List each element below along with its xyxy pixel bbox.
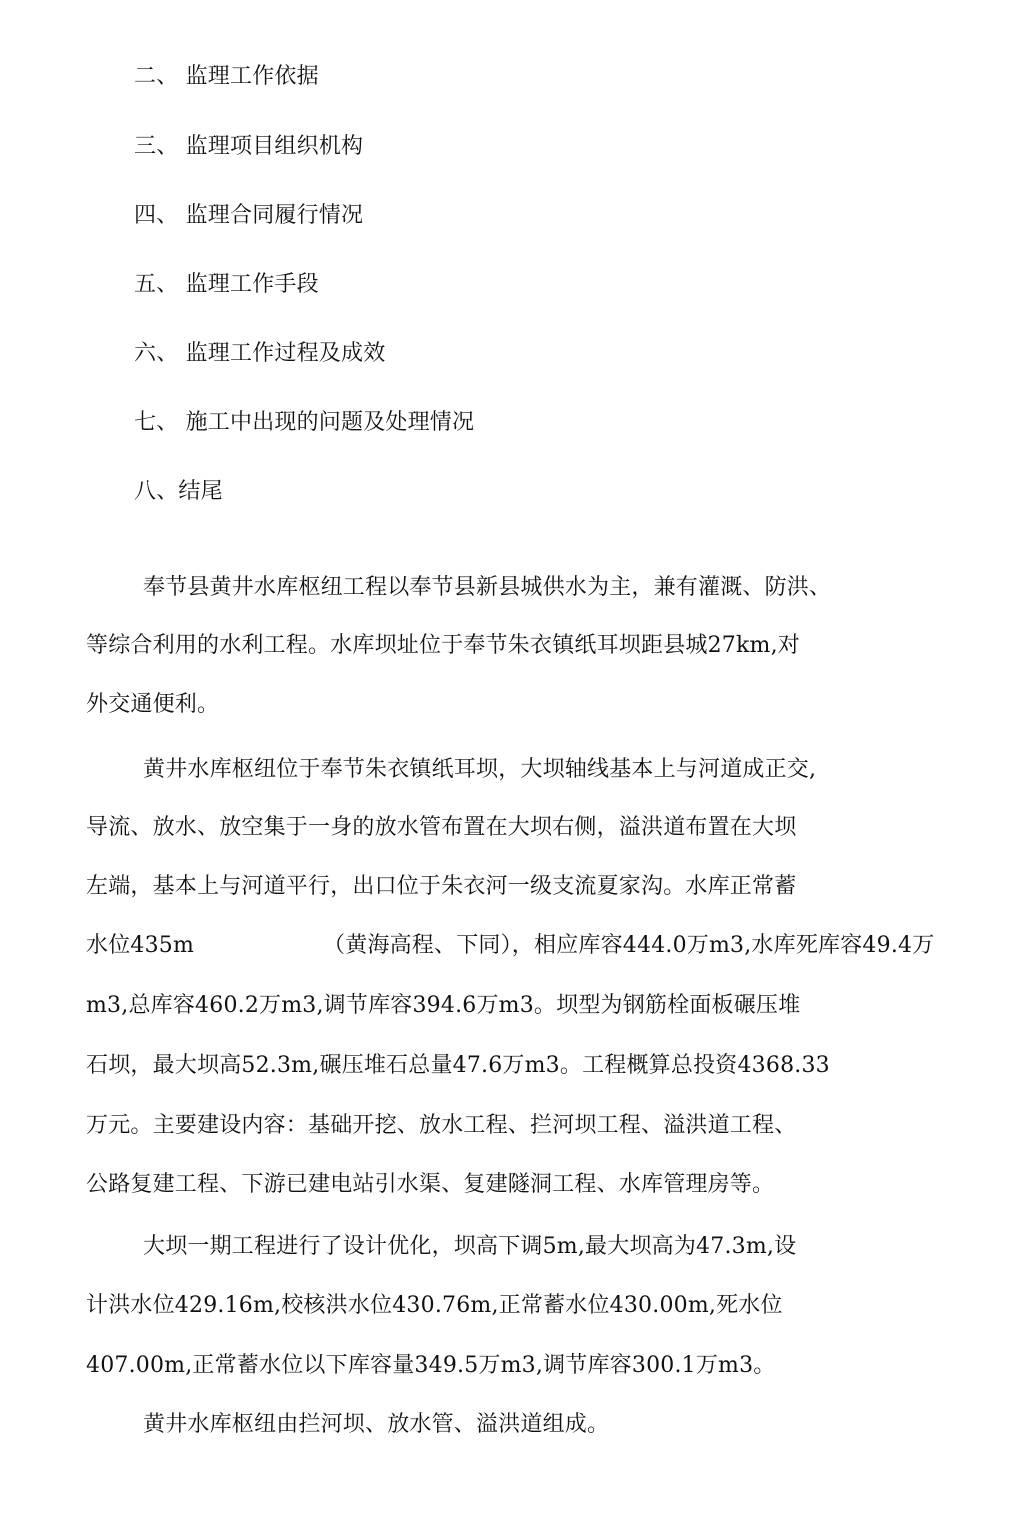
toc-item-3: 三、 监理项目组织机构 [134,134,364,159]
paragraph-2-line-4-left: 水位435m [86,933,195,958]
toc-item-7: 七、 施工中出现的问题及处理情况 [134,410,475,435]
paragraph-3-line-2: 计洪水位429.16m,校核洪水位430.76m,正常蓄水位430.00m,死水位 [86,1293,783,1318]
paragraph-2-line-2: 导流、放水、放空集于一身的放水管布置在大坝右侧，溢洪道布置在大坝 [86,815,797,840]
paragraph-2-line-4-right: （黄海高程、下同），相应库容444.0万m3,水库死库容49.4万 [323,933,935,958]
paragraph-2-line-3: 左端，基本上与河道平行，出口位于朱衣河一级支流夏家沟。水库正常蓄 [86,874,797,899]
paragraph-2-line-5: m3,总库容460.2万m3,调节库容394.6万m3。坝型为钢筋栓面板碾压堆 [86,993,801,1018]
paragraph-1-line-1: 奉节县黄井水库枢纽工程以奉节县新县城供水为主，兼有灌溉、防洪、 [143,575,832,600]
paragraph-3-line-3: 407.00m,正常蓄水位以下库容量349.5万m3,调节库容300.1万m3。 [86,1353,776,1378]
toc-item-5: 五、 监理工作手段 [134,272,319,297]
paragraph-2-line-8: 公路复建工程、下游已建电站引水渠、复建隧洞工程、水库管理房等。 [86,1172,775,1197]
paragraph-2-line-1: 黄井水库枢纽位于奉节朱衣镇纸耳坝，大坝轴线基本上与河道成正交, [143,757,817,782]
toc-item-6: 六、 监理工作过程及成效 [134,341,386,366]
toc-item-4: 四、 监理合同履行情况 [134,203,364,228]
paragraph-1-line-3: 外交通便利。 [86,692,220,717]
paragraph-1-line-2: 等综合利用的水利工程。水库坝址位于奉节朱衣镇纸耳坝距县城27km,对 [86,633,800,658]
paragraph-3-line-1: 大坝一期工程进行了设计优化，坝高下调5m,最大坝高为47.3m,设 [143,1234,797,1259]
toc-item-2: 二、 监理工作依据 [134,64,319,89]
toc-item-8: 八、结尾 [134,479,223,504]
paragraph-2-line-6: 石坝，最大坝高52.3m,碾压堆石总量47.6万m3。工程概算总投资4368.33 [86,1053,830,1078]
paragraph-2-line-7: 万元。主要建设内容：基础开挖、放水工程、拦河坝工程、溢洪道工程、 [86,1113,797,1138]
paragraph-4-line-1: 黄井水库枢纽由拦河坝、放水管、溢洪道组成。 [143,1412,610,1437]
